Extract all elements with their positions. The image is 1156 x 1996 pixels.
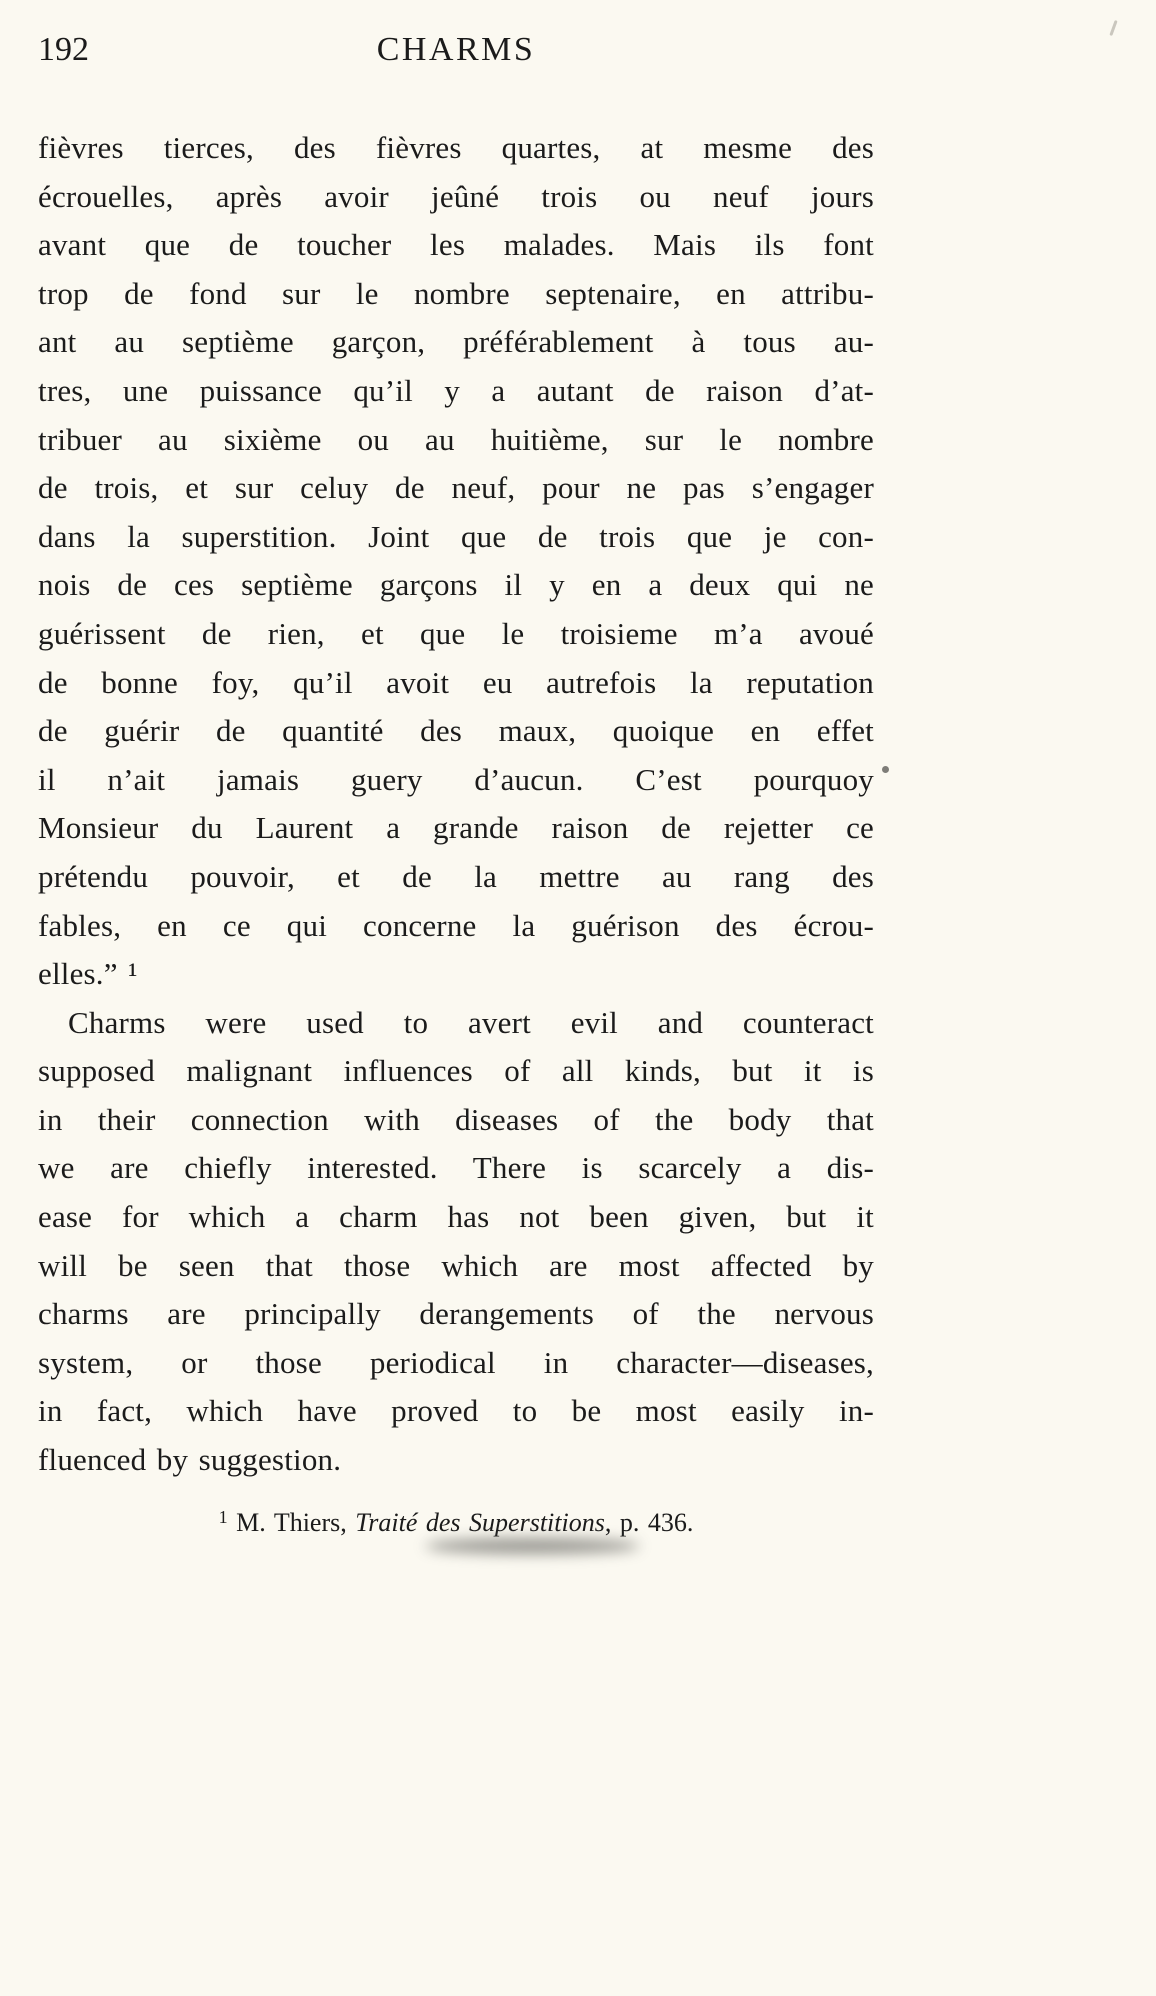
text-line: ease for which a charm has not been given, but it [38,1199,874,1235]
text-line: dans la superstition. Joint que de trois que je con- [38,518,874,554]
text-line: de bonne foy, qu’il avoit eu autrefois la reputation [38,664,874,700]
text-line: elles.” ¹ [38,956,138,992]
text-line: de trois, et sur celuy de neuf, pour ne pas s’engager [38,470,874,506]
text-block [38,124,874,1485]
text-line: charms are principally derangements of the nervous [38,1296,874,1332]
footnote-marker: 1 [218,1506,228,1527]
text-line: supposed malignant influences of all kinds, but it is [38,1053,874,1089]
text-line: avant que de toucher les malades. Mais ils font [38,227,874,263]
text-line: system, or those periodical in character—diseases, [38,1344,874,1380]
text-line: guérissent de rien, et que le troisieme m’a avoué [38,615,874,651]
paragraph [38,124,874,999]
paragraph [38,999,874,1485]
text-line: nois de ces septième garçons il y en a deux qui ne [38,567,874,603]
scan-artifact-smudge [425,1538,640,1554]
text-line: in their connection with diseases of the body that [38,1101,874,1137]
footnote [38,1499,874,1541]
text-line: fièvres tierces, des fièvres quartes, at mesme des [38,130,874,165]
scan-artifact-dot [882,766,889,773]
text-line: Charms were used to avert evil and counteract [68,1004,874,1040]
text-line: trop de fond sur le nombre septenaire, en attribu- [38,275,874,311]
footnote-title: Traité des Superstitions [355,1507,605,1537]
text-line: ant au septième garçon, préférablement à tous au- [38,324,874,360]
text-line: fluenced by suggestion. [38,1442,342,1478]
text-line: fables, en ce qui concerne la guérison des écrou- [38,907,874,943]
text-line: de guérir de quantité des maux, quoique en effet [38,713,874,749]
text-line: tres, une puissance qu’il y a autant de raison d’at- [38,372,874,408]
running-title: CHARMS [376,31,536,68]
text-line: il n’ait jamais guery d’aucun. C’est pourquoy [38,761,874,797]
text-line: tribuer au sixième ou au huitième, sur le nombre [38,421,874,457]
book-page [38,28,874,1541]
text-line: we are chiefly interested. There is scarcely a dis- [38,1150,874,1186]
footnote-author: M. Thiers, [227,1507,356,1537]
text-line: Monsieur du Laurent a grande raison de rejetter ce [38,810,874,846]
page-header [38,28,874,84]
page-number: 192 [38,31,89,68]
text-line: écrouelles, après avoir jeûné trois ou neuf jours [38,178,874,214]
text-line: prétendu pouvoir, et de la mettre au rang des [38,858,874,894]
text-line: in fact, which have proved to be most easily in- [38,1393,874,1429]
footnote-page-ref: , p. 436. [604,1507,694,1537]
scan-artifact-corner-mark [1109,20,1117,36]
text-line: will be seen that those which are most affected by [38,1247,874,1283]
